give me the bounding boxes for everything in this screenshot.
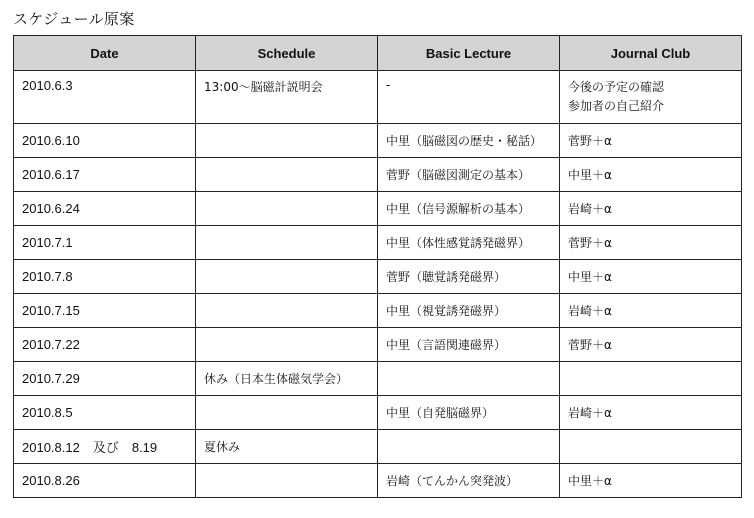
journal-cell: 岩崎＋α bbox=[560, 192, 742, 226]
schedule-cell bbox=[196, 260, 378, 294]
table-row bbox=[14, 260, 742, 294]
lecture-cell: 中里（脳磁図の歴史・秘話） bbox=[378, 124, 560, 158]
journal-cell bbox=[560, 71, 742, 124]
header-journal-club: Journal Club bbox=[560, 36, 742, 71]
schedule-cell bbox=[196, 294, 378, 328]
journal-line: 今後の予定の確認 bbox=[568, 80, 665, 94]
journal-cell bbox=[560, 362, 742, 396]
date-cell: 2010.8.5 bbox=[14, 396, 196, 430]
date-cell: 2010.6.10 bbox=[14, 124, 196, 158]
table-row bbox=[14, 430, 742, 464]
table-row bbox=[14, 294, 742, 328]
date-cell: 2010.7.29 bbox=[14, 362, 196, 396]
lecture-cell: 中里（言語関連磁界） bbox=[378, 328, 560, 362]
table-row bbox=[14, 328, 742, 362]
schedule-cell bbox=[196, 396, 378, 430]
journal-cell bbox=[560, 430, 742, 464]
journal-cell: 菅野＋α bbox=[560, 124, 742, 158]
table-row bbox=[14, 226, 742, 260]
journal-cell: 中里＋α bbox=[560, 464, 742, 498]
lecture-cell: 中里（信号源解析の基本） bbox=[378, 192, 560, 226]
document-title: スケジュール原案 bbox=[13, 10, 135, 28]
schedule-cell bbox=[196, 226, 378, 260]
table-row bbox=[14, 71, 742, 124]
journal-cell: 中里＋α bbox=[560, 158, 742, 192]
schedule-cell: 休み（日本生体磁気学会） bbox=[196, 362, 378, 396]
date-cell: 2010.7.1 bbox=[14, 226, 196, 260]
lecture-cell bbox=[378, 362, 560, 396]
date-cell: 2010.7.8 bbox=[14, 260, 196, 294]
schedule-cell: 夏休み bbox=[196, 430, 378, 464]
lecture-cell: 菅野（聴覚誘発磁界） bbox=[378, 260, 560, 294]
date-cell: 2010.6.24 bbox=[14, 192, 196, 226]
table-row bbox=[14, 464, 742, 498]
date-cell: 2010.8.12 及び 8.19 bbox=[14, 430, 196, 464]
table-row bbox=[14, 362, 742, 396]
date-cell: 2010.6.17 bbox=[14, 158, 196, 192]
lecture-cell: 岩崎（てんかん突発波） bbox=[378, 464, 560, 498]
journal-cell: 岩崎＋α bbox=[560, 396, 742, 430]
schedule-cell: 13:00〜脳磁計説明会 bbox=[196, 71, 378, 124]
journal-cell: 中里＋α bbox=[560, 260, 742, 294]
date-cell: 2010.6.3 bbox=[14, 71, 196, 124]
schedule-cell bbox=[196, 158, 378, 192]
lecture-cell: 菅野（脳磁図測定の基本） bbox=[378, 158, 560, 192]
lecture-cell: 中里（視覚誘発磁界） bbox=[378, 294, 560, 328]
schedule-cell bbox=[196, 192, 378, 226]
journal-cell: 菅野＋α bbox=[560, 226, 742, 260]
header-schedule: Schedule bbox=[196, 36, 378, 71]
schedule-table bbox=[13, 35, 742, 498]
header-row bbox=[14, 36, 742, 71]
schedule-cell bbox=[196, 464, 378, 498]
header-basic-lecture: Basic Lecture bbox=[378, 36, 560, 71]
journal-line: 参加者の自己紹介 bbox=[568, 99, 665, 113]
lecture-cell: 中里（自発脳磁界） bbox=[378, 396, 560, 430]
lecture-cell bbox=[378, 430, 560, 464]
header-date: Date bbox=[14, 36, 196, 71]
date-cell: 2010.8.26 bbox=[14, 464, 196, 498]
table-row bbox=[14, 124, 742, 158]
schedule-cell bbox=[196, 124, 378, 158]
table-row bbox=[14, 158, 742, 192]
date-cell: 2010.7.15 bbox=[14, 294, 196, 328]
lecture-cell: 中里（体性感覚誘発磁界） bbox=[378, 226, 560, 260]
table-row bbox=[14, 396, 742, 430]
table-row bbox=[14, 192, 742, 226]
journal-cell: 岩崎＋α bbox=[560, 294, 742, 328]
date-cell: 2010.7.22 bbox=[14, 328, 196, 362]
lecture-cell: - bbox=[378, 71, 560, 124]
schedule-cell bbox=[196, 328, 378, 362]
journal-cell: 菅野＋α bbox=[560, 328, 742, 362]
